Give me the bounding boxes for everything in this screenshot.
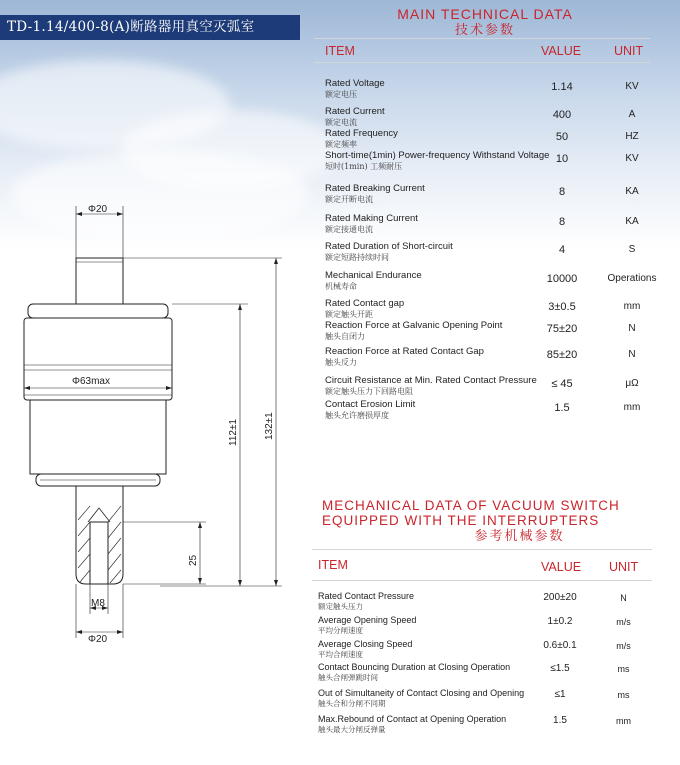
main-row-value: 85±20 [546, 349, 578, 361]
main-title-en: MAIN TECHNICAL DATA [397, 6, 573, 22]
mech-row-en: Contact Bouncing Duration at Closing Operation [318, 662, 511, 672]
mech-row-zh: 平均分闸速度 [318, 625, 363, 635]
main-row-item [325, 375, 550, 397]
mech-row-zh: 触头合和分闸不同期 [318, 698, 386, 708]
main-row-zh: 额定电流 [325, 118, 357, 127]
main-row-item [325, 128, 550, 150]
main-row-value: 10 [555, 153, 569, 165]
main-data-title [355, 6, 615, 38]
main-row-en: Rated Making Current [325, 213, 418, 224]
main-row-item [325, 241, 550, 263]
mech-row-zh: 额定触头压力 [318, 601, 363, 611]
dim-body-dia: Φ63max [72, 376, 110, 387]
mech-row-zh: 触头最大分闸反弹量 [318, 724, 386, 734]
main-row-unit: A [628, 109, 636, 120]
mech-row-unit: ms [617, 690, 630, 700]
main-row-item [325, 399, 550, 421]
mech-row-zh: 平均合闸速度 [318, 649, 363, 659]
main-header-item: ITEM [325, 44, 355, 58]
main-row-zh: 机械寿命 [325, 282, 357, 291]
main-row-unit: HZ [625, 131, 639, 142]
main-row-en: Rated Frequency [325, 128, 398, 139]
main-row-item [325, 78, 550, 100]
mech-row-value: 0.6±0.1 [543, 640, 577, 651]
mechanical-title-line1: MECHANICAL DATA OF VACUUM SWITCH [322, 498, 620, 513]
main-row-item [325, 346, 550, 368]
main-row-item [325, 150, 550, 172]
main-row-item [325, 270, 550, 292]
main-row-value: 1.5 [554, 402, 570, 414]
mech-row-value: 1±0.2 [547, 616, 573, 627]
main-row-zh: 触头允许磨损厚度 [325, 411, 389, 420]
main-row-en: Rated Current [325, 106, 385, 117]
main-row-zh: 额定触头开距 [325, 310, 373, 319]
main-row-value: 10000 [546, 273, 578, 285]
main-row-en: Mechanical Endurance [325, 270, 422, 281]
mech-row-en: Rated Contact Pressure [318, 591, 415, 601]
main-row-unit: mm [623, 301, 641, 312]
mech-row-unit: ms [617, 664, 630, 674]
mech-row-unit: mm [616, 716, 631, 726]
top-cap [28, 304, 168, 318]
mech-row-item [318, 714, 548, 735]
mech-row-value: ≤1 [554, 689, 566, 700]
main-row-unit: S [628, 244, 636, 255]
main-row-item [325, 298, 550, 320]
top-stem [76, 258, 123, 304]
main-row-zh: 短时(1min) 工频耐压 [325, 162, 403, 171]
threaded-hole [90, 522, 108, 584]
mech-row-zh: 触头合闸弹跳时间 [318, 672, 378, 682]
main-row-zh: 额定开断电流 [325, 195, 373, 204]
mech-header-unit: UNIT [609, 560, 639, 574]
mech-row-item [318, 591, 548, 612]
main-header-value: VALUE [541, 44, 582, 58]
mech-row-en: Out of Simultaneity of Contact Closing and Opening [318, 688, 525, 698]
dim-bottom-dia: Φ20 [88, 634, 108, 645]
mech-row-en: Average Opening Speed [318, 615, 417, 625]
main-row-value: 75±20 [546, 323, 578, 335]
main-row-value: 8 [558, 186, 566, 198]
main-row-item [325, 106, 550, 128]
mech-row-item [318, 662, 548, 683]
main-row-en: Reaction Force at Galvanic Opening Point [325, 320, 503, 331]
dim-132: 132±1 [264, 412, 275, 440]
main-row-en: Rated Voltage [325, 78, 385, 89]
main-row-unit: KA [625, 186, 639, 197]
main-row-zh: 额定电压 [325, 90, 357, 99]
dim-112: 112±1 [228, 419, 239, 446]
main-row-en: Contact Erosion Limit [325, 399, 416, 410]
main-row-zh: 额定接通电流 [325, 225, 373, 234]
main-header-unit: UNIT [614, 44, 644, 58]
mech-row-item [318, 688, 548, 709]
main-row-unit: Operations [607, 273, 657, 284]
main-header-divider-bottom [314, 62, 650, 63]
main-row-value: ≤ 45 [551, 378, 573, 390]
dim-thread: M8 [91, 598, 105, 609]
mech-row-en: Max.Rebound of Contact at Opening Operation [318, 714, 507, 724]
mech-row-value: 1.5 [553, 715, 567, 726]
main-row-zh: 额定频率 [325, 140, 357, 149]
interrupter-drawing [0, 190, 300, 650]
mech-row-unit: m/s [616, 641, 631, 651]
main-row-item [325, 183, 550, 205]
mech-header-divider-bottom [312, 580, 652, 581]
product-title-bar: TD-1.14/400-8(A)断路器用真空灭弧室 [0, 15, 300, 40]
main-row-en: Rated Contact gap [325, 298, 405, 309]
mech-row-value: 200±20 [543, 592, 577, 603]
dim-25: 25 [188, 554, 199, 566]
lower-body [30, 400, 166, 474]
main-row-unit: KV [625, 81, 639, 92]
main-row-item [325, 213, 550, 235]
mechanical-title [322, 498, 637, 543]
main-row-en: Reaction Force at Rated Contact Gap [325, 346, 484, 357]
main-row-item [325, 320, 550, 342]
mech-row-unit: m/s [616, 617, 631, 627]
mech-header-divider [312, 549, 652, 550]
main-row-value: 4 [558, 244, 566, 256]
mech-row-en: Average Closing Speed [318, 639, 413, 649]
mechanical-title-line2: EQUIPPED WITH THE INTERRUPTERS [322, 513, 600, 528]
mech-header-item: ITEM [318, 558, 348, 572]
main-row-zh: 额定短路持续时间 [325, 253, 389, 262]
main-row-unit: μΩ [625, 378, 639, 389]
mech-row-item [318, 615, 548, 636]
bottom-stem [76, 486, 123, 584]
main-row-value: 400 [552, 109, 572, 121]
main-row-en: Rated Breaking Current [325, 183, 425, 194]
main-row-unit: KA [625, 216, 639, 227]
mechanical-title-zh: 参考机械参数 [474, 528, 565, 543]
mech-row-item [318, 639, 548, 660]
mech-row-value: ≤1.5 [550, 663, 570, 674]
main-header-divider [314, 38, 650, 39]
mech-header-value: VALUE [541, 560, 582, 574]
main-row-en: Circuit Resistance at Min. Rated Contact Pressure [325, 375, 537, 386]
main-row-value: 1.14 [551, 81, 573, 93]
main-row-value: 3±0.5 [548, 301, 576, 313]
dim-top-dia: Φ20 [88, 204, 108, 215]
main-row-en: Rated Duration of Short-circuit [325, 241, 453, 252]
main-row-zh: 触头自闭力 [325, 332, 365, 341]
main-row-zh: 额定触头压力下回路电阻 [325, 387, 413, 396]
main-row-unit: KV [625, 153, 639, 164]
main-row-unit: N [628, 323, 636, 334]
main-row-value: 8 [558, 216, 566, 228]
mech-row-unit: N [620, 593, 627, 603]
main-row-value: 50 [555, 131, 569, 143]
main-row-unit: N [628, 349, 636, 360]
main-row-zh: 触头反力 [325, 358, 357, 367]
main-row-unit: mm [623, 402, 641, 413]
main-row-en: Short-time(1min) Power-frequency Withstand Voltage [325, 150, 550, 161]
main-title-zh: 技术参数 [454, 22, 515, 37]
